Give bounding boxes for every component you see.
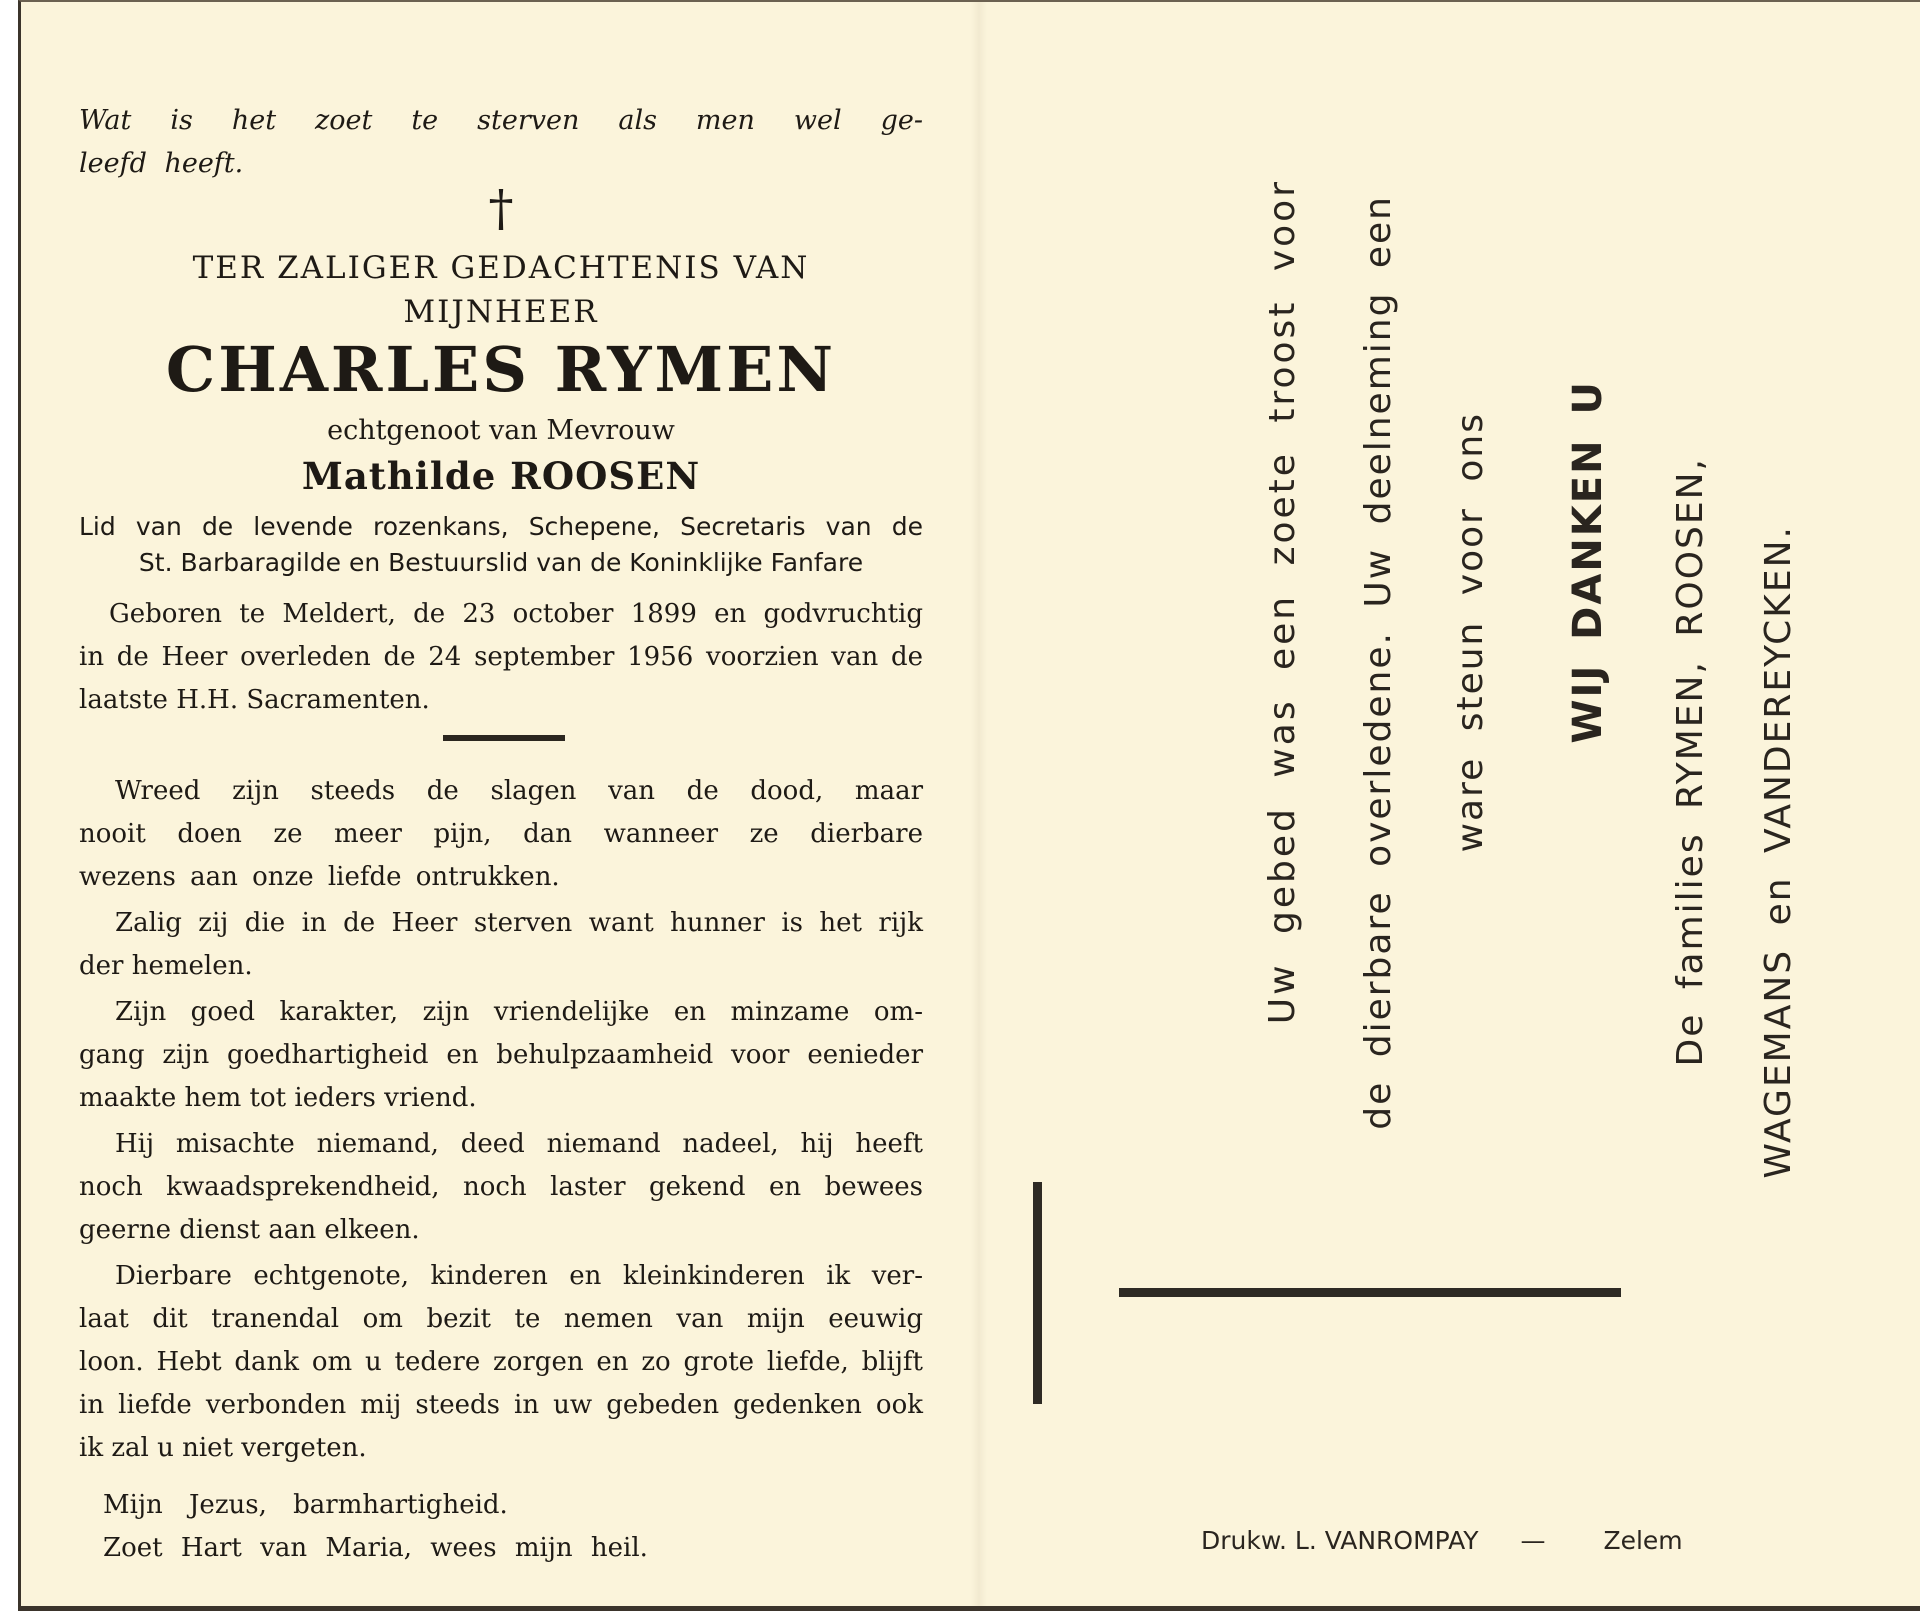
- heading-line-2: MIJNHEER: [403, 294, 599, 330]
- paragraph-1-line-3: wezens aan onze liefde ontrukken.: [79, 862, 560, 892]
- wij-danken-u: WIJ DANKEN U: [1565, 380, 1611, 744]
- printer-city: Zelem: [1603, 1526, 1683, 1555]
- prayer-line-2: Zoet Hart van Maria, wees mijn heil.: [103, 1533, 648, 1563]
- printer-dash: —: [1520, 1526, 1546, 1555]
- families-line-2: WAGEMANS en VANDEREYCKEN.: [1758, 525, 1799, 1179]
- paragraph-4-line-3: geerne dienst aan elkeen.: [79, 1215, 420, 1245]
- heading-line-1: TER ZALIGER GEDACHTENIS VAN: [192, 250, 810, 286]
- paragraph-2-line-2: der hemelen.: [79, 951, 253, 981]
- prayer-line-1: Mijn Jezus, barmhartigheid.: [103, 1490, 508, 1520]
- paragraph-4-line-1: Hij misachte niemand, deed niemand nadeel, hij heeft: [115, 1129, 923, 1159]
- birth-death-line-3: laatste H.H. Sacramenten.: [79, 685, 430, 715]
- spouse-label: echtgenoot van Mevrouw: [327, 415, 675, 446]
- description-line-1: Lid van de levende rozenkans, Schepene, Secretaris van de: [79, 512, 923, 541]
- thanks-line-3: ware steun voor ons: [1450, 411, 1491, 853]
- birth-death-line-2: in de Heer overleden de 24 september 1956 voorzien van de: [79, 642, 923, 672]
- birth-death-line-1: Geboren te Meldert, de 23 october 1899 en godvruchtig: [109, 599, 923, 629]
- paragraph-2-line-1: Zalig zij die in de Heer sterven want hunner is het rijk: [115, 908, 923, 938]
- thanks-line-1: Uw gebed was een zoete troost voor: [1262, 179, 1303, 1025]
- families-line-1: De families RYMEN, ROOSEN,: [1670, 457, 1711, 1067]
- thanks-line-2: de dierbare overledene. Uw deelneming een: [1358, 194, 1399, 1130]
- large-cross-vertical: [1033, 1182, 1042, 1404]
- paragraph-3-line-2: gang zijn goedhartigheid en behulpzaamheid voor eenieder: [79, 1040, 923, 1070]
- printer-credit: [1201, 1526, 1801, 1555]
- printer-name: Drukw. L. VANROMPAY: [1201, 1526, 1479, 1555]
- paragraph-5-line-4: in liefde verbonden mij steeds in uw gebeden gedenken ook: [79, 1390, 923, 1420]
- paragraph-4-line-2: noch kwaadsprekendheid, noch laster gekend en bewees: [79, 1172, 923, 1202]
- card-fold: [971, 2, 987, 1606]
- memorial-card: [18, 0, 1920, 1611]
- paragraph-5-line-5: ik zal u niet vergeten.: [79, 1433, 367, 1463]
- large-cross-horizontal: [1119, 1288, 1621, 1297]
- paragraph-5-line-3: loon. Hebt dank om u tedere zorgen en zo grote liefde, blijft: [79, 1347, 923, 1377]
- paragraph-1-line-2: nooit doen ze meer pijn, dan wanneer ze dierbare: [79, 819, 923, 849]
- paragraph-1-line-1: Wreed zijn steeds de slagen van de dood, maar: [115, 776, 923, 806]
- paragraph-5-line-1: Dierbare echtgenote, kinderen en kleinkinderen ik ver-: [115, 1261, 923, 1291]
- cross-icon: †: [488, 179, 514, 237]
- motto-line-1: Wat is het zoet te sterven als men wel ge-: [79, 105, 923, 136]
- paragraph-5-line-2: laat dit tranendal om bezit te nemen van mijn eeuwig: [79, 1304, 923, 1334]
- motto-line-2: leefd heeft.: [79, 148, 244, 179]
- spouse-name: Mathilde ROOSEN: [301, 454, 701, 498]
- separator-rule: [443, 735, 565, 741]
- paragraph-3-line-1: Zijn goed karakter, zijn vriendelijke en minzame om-: [115, 997, 923, 1027]
- description-line-2: St. Barbaragilde en Bestuurslid van de Koninklijke Fanfare: [138, 548, 864, 577]
- paragraph-3-line-3: maakte hem tot ieders vriend.: [79, 1083, 477, 1113]
- deceased-name: CHARLES RYMEN: [165, 333, 837, 406]
